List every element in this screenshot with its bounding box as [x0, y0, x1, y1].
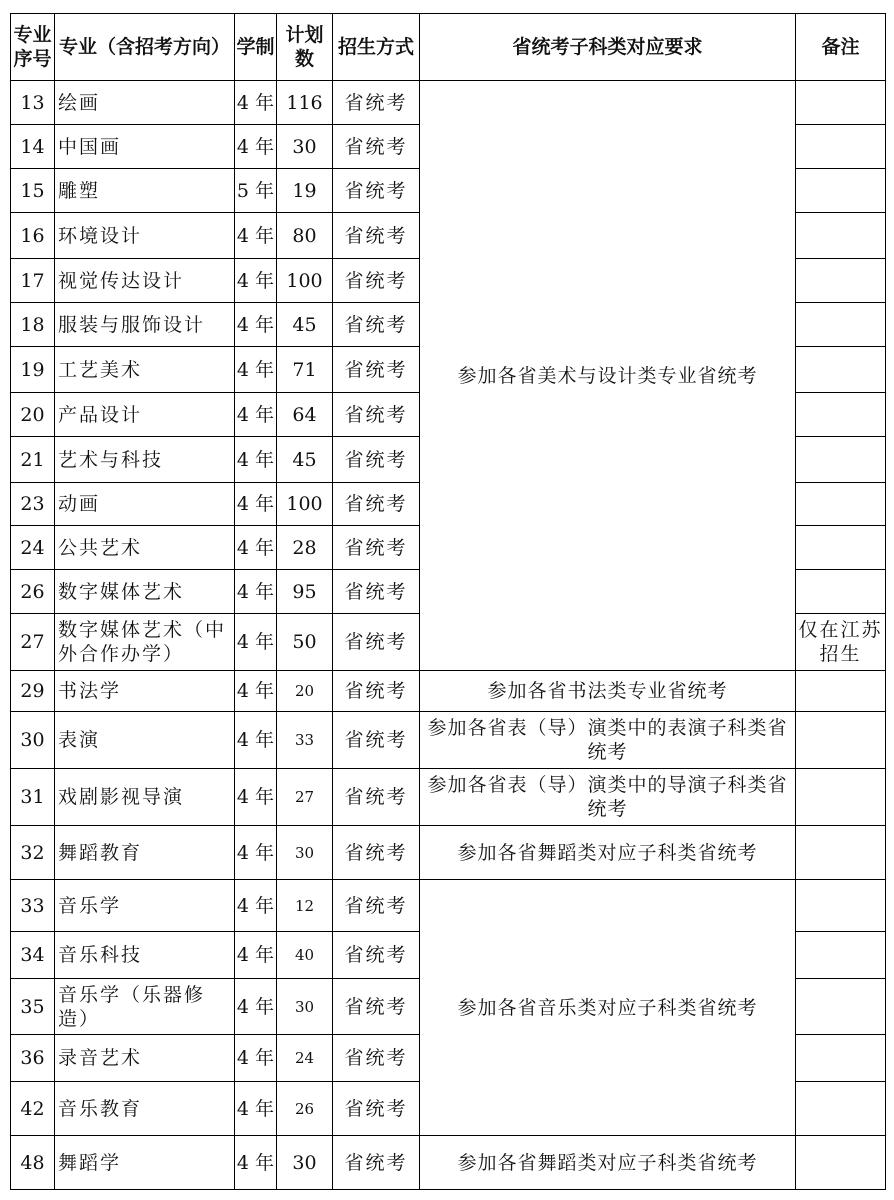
- header-note: 备注: [796, 14, 886, 81]
- cell-major: 环境设计: [55, 213, 235, 259]
- cell-major: 录音艺术: [55, 1035, 235, 1082]
- cell-requirement: 参加各省书法类专业省统考: [420, 671, 796, 712]
- cell-major: 数字媒体艺术（中外合作办学）: [55, 614, 235, 671]
- table-row: [11, 826, 886, 880]
- cell-method: 省统考: [333, 259, 420, 303]
- cell-plan: 12: [277, 880, 333, 932]
- cell-note: [796, 979, 886, 1035]
- cell-note: [796, 213, 886, 259]
- cell-years: 4 年: [235, 826, 277, 880]
- cell-major: 服装与服饰设计: [55, 303, 235, 347]
- cell-major: 戏剧影视导演: [55, 769, 235, 826]
- header-plan: 计划数: [277, 14, 333, 81]
- cell-plan: 26: [277, 1082, 333, 1136]
- cell-method: 省统考: [333, 303, 420, 347]
- cell-seq: 24: [11, 526, 55, 570]
- cell-note: [796, 483, 886, 526]
- cell-method: 省统考: [333, 169, 420, 213]
- cell-major: 舞蹈教育: [55, 826, 235, 880]
- cell-seq: 14: [11, 125, 55, 169]
- cell-years: 4 年: [235, 614, 277, 671]
- table-row: [11, 712, 886, 769]
- cell-plan: 19: [277, 169, 333, 213]
- cell-method: 省统考: [333, 880, 420, 932]
- cell-method: 省统考: [333, 826, 420, 880]
- cell-plan: 30: [277, 979, 333, 1035]
- cell-method: 省统考: [333, 1082, 420, 1136]
- cell-years: 4 年: [235, 932, 277, 979]
- cell-seq: 15: [11, 169, 55, 213]
- cell-major: 数字媒体艺术: [55, 570, 235, 614]
- cell-note: [796, 81, 886, 125]
- cell-years: 4 年: [235, 979, 277, 1035]
- cell-plan: 45: [277, 437, 333, 483]
- admission-plan-table: [10, 13, 886, 1190]
- cell-method: 省统考: [333, 932, 420, 979]
- cell-note: [796, 570, 886, 614]
- cell-note: [796, 1136, 886, 1190]
- cell-major: 舞蹈学: [55, 1136, 235, 1190]
- cell-major: 视觉传达设计: [55, 259, 235, 303]
- cell-plan: 71: [277, 347, 333, 393]
- cell-note: [796, 125, 886, 169]
- cell-years: 4 年: [235, 769, 277, 826]
- cell-major: 产品设计: [55, 393, 235, 437]
- cell-note: [796, 769, 886, 826]
- cell-method: 省统考: [333, 347, 420, 393]
- cell-plan: 64: [277, 393, 333, 437]
- cell-major: 雕塑: [55, 169, 235, 213]
- cell-plan: 80: [277, 213, 333, 259]
- cell-major: 艺术与科技: [55, 437, 235, 483]
- cell-years: 4 年: [235, 213, 277, 259]
- cell-note: [796, 826, 886, 880]
- cell-plan: 95: [277, 570, 333, 614]
- cell-note: [796, 303, 886, 347]
- cell-years: 4 年: [235, 125, 277, 169]
- cell-years: 4 年: [235, 526, 277, 570]
- table-row: [11, 769, 886, 826]
- cell-years: 4 年: [235, 437, 277, 483]
- header-major: 专业（含招考方向）: [55, 14, 235, 81]
- cell-years: 4 年: [235, 570, 277, 614]
- admission-plan-document: [10, 13, 885, 1190]
- cell-seq: 27: [11, 614, 55, 671]
- cell-plan: 116: [277, 81, 333, 125]
- cell-years: 4 年: [235, 1082, 277, 1136]
- cell-years: 4 年: [235, 393, 277, 437]
- cell-method: 省统考: [333, 769, 420, 826]
- cell-major: 书法学: [55, 671, 235, 712]
- cell-method: 省统考: [333, 1035, 420, 1082]
- cell-note: [796, 932, 886, 979]
- cell-seq: 20: [11, 393, 55, 437]
- cell-major: 表演: [55, 712, 235, 769]
- cell-major: 中国画: [55, 125, 235, 169]
- cell-note: 仅在江苏招生: [796, 614, 886, 671]
- cell-requirement: 参加各省表（导）演类中的表演子科类省统考: [420, 712, 796, 769]
- cell-years: 5 年: [235, 169, 277, 213]
- cell-note: [796, 671, 886, 712]
- cell-requirement: 参加各省音乐类对应子科类省统考: [420, 880, 796, 1136]
- table-row: [11, 1136, 886, 1190]
- cell-method: 省统考: [333, 437, 420, 483]
- header-method: 招生方式: [333, 14, 420, 81]
- cell-major: 音乐学: [55, 880, 235, 932]
- cell-seq: 32: [11, 826, 55, 880]
- cell-method: 省统考: [333, 570, 420, 614]
- cell-major: 绘画: [55, 81, 235, 125]
- cell-years: 4 年: [235, 81, 277, 125]
- header-years: 学制: [235, 14, 277, 81]
- cell-requirement: 参加各省表（导）演类中的导演子科类省统考: [420, 769, 796, 826]
- cell-seq: 30: [11, 712, 55, 769]
- cell-note: [796, 1035, 886, 1082]
- cell-plan: 20: [277, 671, 333, 712]
- cell-plan: 24: [277, 1035, 333, 1082]
- cell-seq: 42: [11, 1082, 55, 1136]
- cell-method: 省统考: [333, 526, 420, 570]
- cell-major: 音乐学（乐器修造）: [55, 979, 235, 1035]
- cell-method: 省统考: [333, 393, 420, 437]
- cell-method: 省统考: [333, 1136, 420, 1190]
- table-row: [11, 671, 886, 712]
- cell-seq: 33: [11, 880, 55, 932]
- table-row: [11, 81, 886, 125]
- cell-plan: 45: [277, 303, 333, 347]
- cell-years: 4 年: [235, 671, 277, 712]
- cell-method: 省统考: [333, 979, 420, 1035]
- cell-major: 音乐科技: [55, 932, 235, 979]
- cell-years: 4 年: [235, 712, 277, 769]
- cell-seq: 34: [11, 932, 55, 979]
- cell-note: [796, 712, 886, 769]
- cell-seq: 18: [11, 303, 55, 347]
- header-row: [11, 14, 886, 81]
- cell-method: 省统考: [333, 81, 420, 125]
- cell-requirement: 参加各省美术与设计类专业省统考: [420, 81, 796, 671]
- cell-plan: 30: [277, 1136, 333, 1190]
- cell-plan: 28: [277, 526, 333, 570]
- cell-method: 省统考: [333, 483, 420, 526]
- cell-method: 省统考: [333, 671, 420, 712]
- cell-note: [796, 1082, 886, 1136]
- cell-note: [796, 347, 886, 393]
- cell-note: [796, 393, 886, 437]
- cell-plan: 33: [277, 712, 333, 769]
- cell-method: 省统考: [333, 712, 420, 769]
- cell-method: 省统考: [333, 614, 420, 671]
- cell-plan: 50: [277, 614, 333, 671]
- cell-years: 4 年: [235, 880, 277, 932]
- cell-note: [796, 437, 886, 483]
- cell-seq: 29: [11, 671, 55, 712]
- cell-seq: 48: [11, 1136, 55, 1190]
- cell-requirement: 参加各省舞蹈类对应子科类省统考: [420, 1136, 796, 1190]
- cell-seq: 19: [11, 347, 55, 393]
- cell-years: 4 年: [235, 347, 277, 393]
- cell-seq: 35: [11, 979, 55, 1035]
- cell-years: 4 年: [235, 303, 277, 347]
- table-row: [11, 880, 886, 932]
- header-requirement: 省统考子科类对应要求: [420, 14, 796, 81]
- cell-note: [796, 169, 886, 213]
- cell-years: 4 年: [235, 1035, 277, 1082]
- cell-major: 公共艺术: [55, 526, 235, 570]
- cell-seq: 13: [11, 81, 55, 125]
- cell-plan: 100: [277, 259, 333, 303]
- cell-seq: 36: [11, 1035, 55, 1082]
- cell-seq: 31: [11, 769, 55, 826]
- cell-seq: 17: [11, 259, 55, 303]
- cell-major: 动画: [55, 483, 235, 526]
- cell-plan: 30: [277, 826, 333, 880]
- cell-plan: 30: [277, 125, 333, 169]
- cell-note: [796, 259, 886, 303]
- cell-note: [796, 880, 886, 932]
- cell-method: 省统考: [333, 125, 420, 169]
- cell-years: 4 年: [235, 259, 277, 303]
- header-seq: 专业序号: [11, 14, 55, 81]
- cell-plan: 40: [277, 932, 333, 979]
- cell-method: 省统考: [333, 213, 420, 259]
- cell-note: [796, 526, 886, 570]
- cell-seq: 16: [11, 213, 55, 259]
- cell-major: 音乐教育: [55, 1082, 235, 1136]
- cell-seq: 21: [11, 437, 55, 483]
- cell-years: 4 年: [235, 1136, 277, 1190]
- cell-major: 工艺美术: [55, 347, 235, 393]
- cell-plan: 27: [277, 769, 333, 826]
- cell-years: 4 年: [235, 483, 277, 526]
- cell-seq: 23: [11, 483, 55, 526]
- cell-requirement: 参加各省舞蹈类对应子科类省统考: [420, 826, 796, 880]
- cell-plan: 100: [277, 483, 333, 526]
- cell-seq: 26: [11, 570, 55, 614]
